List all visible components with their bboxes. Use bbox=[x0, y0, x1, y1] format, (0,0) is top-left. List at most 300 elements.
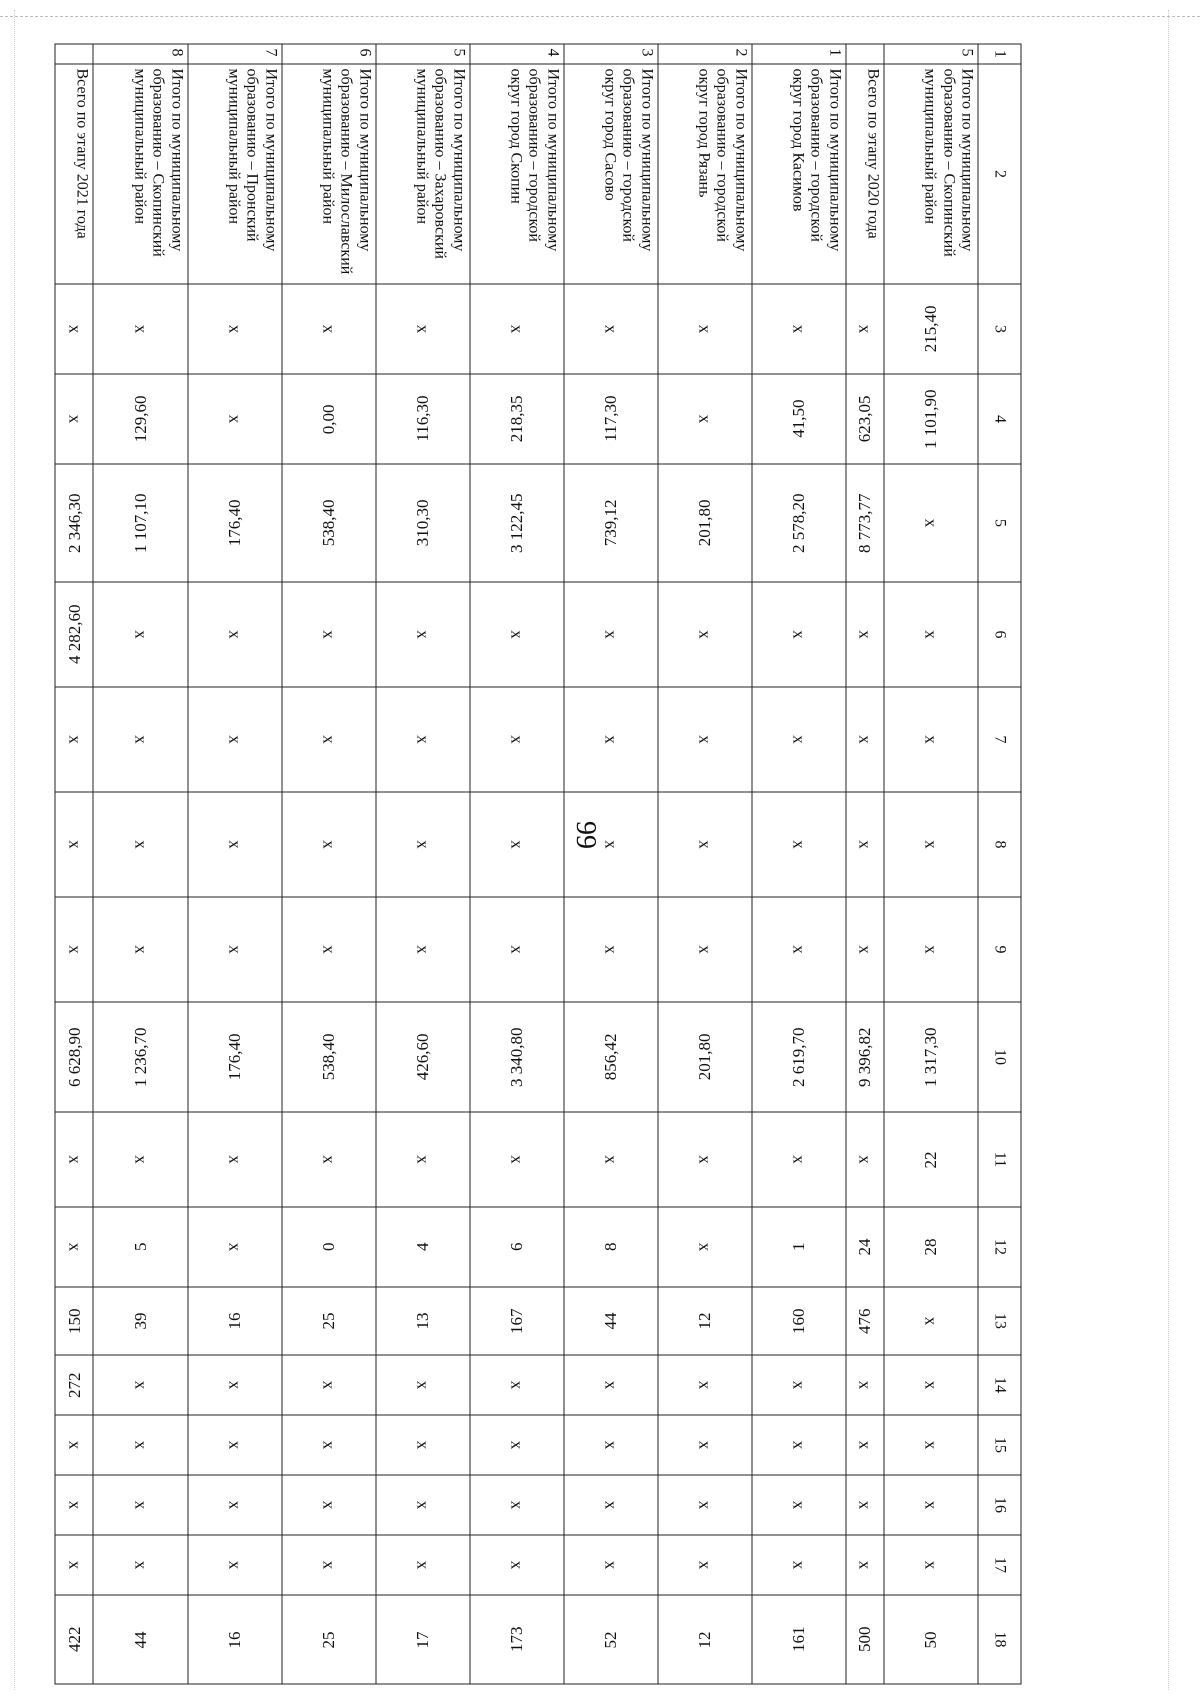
table-cell bbox=[282, 897, 376, 1002]
table-cell bbox=[846, 897, 884, 1002]
column-header: 6 bbox=[978, 582, 1021, 687]
table-cell bbox=[884, 1002, 978, 1112]
table-cell bbox=[658, 284, 752, 374]
row-name: Итого по муниципальному образованию – Скопинский муниципальный район bbox=[884, 64, 978, 284]
table-cell bbox=[188, 1355, 282, 1415]
row-number: 2 bbox=[658, 44, 752, 64]
cell-value: х bbox=[319, 1500, 339, 1510]
table-cell bbox=[55, 1112, 94, 1207]
table-cell bbox=[564, 1595, 658, 1684]
table-cell bbox=[752, 1287, 846, 1355]
cell-value: х bbox=[921, 840, 941, 849]
page-number: 99 bbox=[570, 821, 601, 849]
table-cell bbox=[884, 374, 978, 464]
row-name: Итого по муниципальному образованию – Захаровский муниципальный район bbox=[376, 64, 470, 284]
table-cell bbox=[752, 687, 846, 792]
table-cell bbox=[884, 687, 978, 792]
table-cell bbox=[658, 1415, 752, 1475]
table-cell bbox=[282, 1207, 376, 1287]
table-cell bbox=[884, 284, 978, 374]
table-cell bbox=[55, 897, 94, 1002]
table-cell bbox=[376, 1002, 470, 1112]
cell-value: х bbox=[413, 324, 433, 334]
cell-value: 50 bbox=[921, 1631, 941, 1648]
cell-value: х bbox=[921, 1440, 941, 1450]
table-cell bbox=[282, 1112, 376, 1207]
cell-value: 3 340,80 bbox=[506, 1027, 526, 1087]
scan-artifact bbox=[0, 16, 1200, 17]
cell-value: х bbox=[507, 630, 527, 639]
table-cell bbox=[470, 1535, 564, 1595]
cell-value: х bbox=[131, 1560, 151, 1570]
cell-value: х bbox=[131, 1155, 151, 1164]
table-cell bbox=[55, 582, 94, 687]
cell-value: х bbox=[855, 630, 875, 639]
table-cell bbox=[658, 1595, 752, 1684]
table-cell bbox=[564, 897, 658, 1002]
cell-value: х bbox=[413, 1500, 433, 1510]
table-cell bbox=[188, 1595, 282, 1684]
table-cell bbox=[282, 1475, 376, 1535]
table-cell bbox=[564, 1535, 658, 1595]
table-cell bbox=[282, 792, 376, 897]
table-cell bbox=[884, 1287, 978, 1355]
table-cell bbox=[376, 1207, 470, 1287]
cell-value: 9 396,82 bbox=[855, 1027, 875, 1087]
row-number: 4 bbox=[470, 44, 564, 64]
cell-value: 623,05 bbox=[855, 395, 875, 443]
cell-value: х bbox=[225, 414, 245, 424]
cell-value: 2 619,70 bbox=[788, 1027, 808, 1087]
table-cell bbox=[564, 582, 658, 687]
cell-value: 176,40 bbox=[224, 1033, 244, 1081]
column-header: 18 bbox=[978, 1595, 1021, 1684]
cell-value: х bbox=[855, 945, 875, 954]
table-cell bbox=[282, 284, 376, 374]
table-cell bbox=[564, 687, 658, 792]
column-header: 5 bbox=[978, 464, 1021, 582]
cell-value: х bbox=[131, 1440, 151, 1450]
row-name: Итого по муниципальному образованию – городской округ город Скопин bbox=[470, 64, 564, 284]
cell-value: х bbox=[921, 518, 941, 528]
table-cell bbox=[94, 284, 188, 374]
cell-value: х bbox=[601, 1500, 621, 1510]
column-header: 13 bbox=[978, 1287, 1021, 1355]
cell-value: х bbox=[507, 735, 527, 744]
table-cell bbox=[470, 1112, 564, 1207]
column-header: 12 bbox=[978, 1207, 1021, 1287]
column-header: 10 bbox=[978, 1002, 1021, 1112]
cell-value: х bbox=[131, 945, 151, 954]
cell-value: 310,30 bbox=[412, 499, 432, 547]
table-cell bbox=[884, 464, 978, 582]
table-cell bbox=[188, 1112, 282, 1207]
table-cell bbox=[846, 1207, 884, 1287]
row-name: Всего по этапу 2021 года bbox=[55, 64, 94, 284]
table-cell bbox=[376, 792, 470, 897]
table-cell bbox=[470, 1002, 564, 1112]
table-cell bbox=[94, 1287, 188, 1355]
cell-value: 0,00 bbox=[318, 404, 338, 434]
data-table bbox=[55, 44, 1022, 1685]
table-cell bbox=[846, 1475, 884, 1535]
table-cell bbox=[55, 1595, 94, 1684]
cell-value: х bbox=[319, 324, 339, 334]
cell-value: 28 bbox=[921, 1238, 941, 1256]
cell-value: х bbox=[695, 1155, 715, 1164]
table-cell bbox=[658, 1475, 752, 1535]
table-cell bbox=[282, 464, 376, 582]
row-name: Итого по муниципальному образованию – городской округ город Рязань bbox=[658, 64, 752, 284]
table-cell bbox=[846, 374, 884, 464]
cell-value: х bbox=[789, 1380, 809, 1390]
table-cell bbox=[658, 464, 752, 582]
cell-value: 160 bbox=[788, 1308, 808, 1334]
table-cell bbox=[376, 1355, 470, 1415]
table-cell bbox=[94, 1112, 188, 1207]
cell-value: 41,50 bbox=[788, 399, 808, 439]
table-cell bbox=[658, 582, 752, 687]
cell-value: 218,35 bbox=[506, 395, 526, 443]
table-row bbox=[94, 44, 188, 1684]
cell-value: 1 107,10 bbox=[130, 493, 150, 553]
table-cell bbox=[55, 284, 94, 374]
table-cell bbox=[188, 1207, 282, 1287]
cell-value: х bbox=[65, 1500, 85, 1510]
table-cell bbox=[884, 1355, 978, 1415]
table-cell bbox=[846, 1535, 884, 1595]
table-cell bbox=[564, 1207, 658, 1287]
row-name: Итого по муниципальному образованию – Пронский муниципальный район bbox=[188, 64, 282, 284]
table-cell bbox=[55, 1415, 94, 1475]
table-row bbox=[846, 44, 884, 1684]
cell-value: х bbox=[131, 1380, 151, 1390]
cell-value: х bbox=[695, 630, 715, 639]
table-cell bbox=[884, 1207, 978, 1287]
cell-value: х bbox=[789, 324, 809, 334]
row-number: 3 bbox=[564, 44, 658, 64]
table-row bbox=[282, 44, 376, 1684]
cell-value: х bbox=[601, 324, 621, 334]
table-cell bbox=[470, 1287, 564, 1355]
cell-value: 3 122,45 bbox=[506, 493, 526, 553]
table-cell bbox=[94, 582, 188, 687]
cell-value: х bbox=[855, 840, 875, 849]
cell-value: х bbox=[789, 1440, 809, 1450]
column-header: 11 bbox=[978, 1112, 1021, 1207]
cell-value: х bbox=[695, 1500, 715, 1510]
cell-value: 1 101,90 bbox=[921, 389, 941, 449]
table-cell bbox=[658, 1355, 752, 1415]
cell-value: х bbox=[507, 1500, 527, 1510]
table-cell bbox=[752, 897, 846, 1002]
cell-value: х bbox=[789, 630, 809, 639]
column-header: 16 bbox=[978, 1475, 1021, 1535]
row-name: Итого по муниципальному образованию – Скопинский муниципальный район bbox=[94, 64, 188, 284]
table-cell bbox=[188, 464, 282, 582]
cell-value: 13 bbox=[412, 1312, 432, 1330]
cell-value: 538,40 bbox=[318, 499, 338, 547]
cell-value: х bbox=[601, 840, 621, 849]
table-cell bbox=[470, 792, 564, 897]
row-name: Всего по этапу 2020 года bbox=[846, 64, 884, 284]
table-cell bbox=[376, 374, 470, 464]
cell-value: х bbox=[65, 1242, 85, 1252]
table-cell bbox=[752, 1002, 846, 1112]
table-cell bbox=[376, 1415, 470, 1475]
cell-value: х bbox=[855, 1155, 875, 1164]
cell-value: х bbox=[855, 1380, 875, 1390]
table-cell bbox=[752, 792, 846, 897]
table-cell bbox=[94, 1535, 188, 1595]
table-cell bbox=[564, 1355, 658, 1415]
table-cell bbox=[55, 1355, 94, 1415]
cell-value: х bbox=[413, 945, 433, 954]
table-cell bbox=[752, 1415, 846, 1475]
cell-value: 176,40 bbox=[224, 499, 244, 547]
header-row bbox=[978, 44, 1021, 1684]
cell-value: х bbox=[413, 1440, 433, 1450]
cell-value: х bbox=[789, 1560, 809, 1570]
column-header: 17 bbox=[978, 1535, 1021, 1595]
cell-value: х bbox=[319, 945, 339, 954]
table-cell bbox=[846, 1287, 884, 1355]
table-cell bbox=[846, 1595, 884, 1684]
cell-value: х bbox=[601, 1155, 621, 1164]
cell-value: 25 bbox=[318, 1631, 338, 1648]
table-cell bbox=[752, 464, 846, 582]
cell-value: х bbox=[65, 324, 85, 334]
table-row bbox=[884, 44, 978, 1684]
table-cell bbox=[564, 1002, 658, 1112]
table-cell bbox=[188, 582, 282, 687]
cell-value: х bbox=[921, 1500, 941, 1510]
cell-value: 272 bbox=[64, 1372, 84, 1398]
table-cell bbox=[884, 1415, 978, 1475]
table-cell bbox=[376, 687, 470, 792]
scan-artifact bbox=[14, 10, 16, 1690]
table-cell bbox=[658, 1002, 752, 1112]
cell-value: х bbox=[225, 630, 245, 639]
cell-value: х bbox=[695, 324, 715, 334]
row-name: Итого по муниципальному образованию – Милославский муниципальный район bbox=[282, 64, 376, 284]
table-cell bbox=[470, 374, 564, 464]
table-cell bbox=[884, 897, 978, 1002]
table-row bbox=[376, 44, 470, 1684]
table-cell bbox=[658, 1535, 752, 1595]
cell-value: х bbox=[225, 1380, 245, 1390]
cell-value: 201,80 bbox=[694, 1033, 714, 1081]
table-cell bbox=[564, 1415, 658, 1475]
cell-value: 16 bbox=[224, 1631, 244, 1648]
column-header: 4 bbox=[978, 374, 1021, 464]
cell-value: х bbox=[507, 1380, 527, 1390]
table-cell bbox=[376, 1595, 470, 1684]
cell-value: 0 bbox=[318, 1242, 338, 1252]
cell-value: 215,40 bbox=[921, 305, 941, 353]
cell-value: х bbox=[65, 1560, 85, 1570]
table-cell bbox=[752, 1595, 846, 1684]
row-number: 5 bbox=[376, 44, 470, 64]
column-header: 14 bbox=[978, 1355, 1021, 1415]
cell-value: 500 bbox=[855, 1626, 875, 1653]
cell-value: 12 bbox=[694, 1312, 714, 1330]
column-header: 15 bbox=[978, 1415, 1021, 1475]
cell-value: х bbox=[319, 1380, 339, 1390]
table-cell bbox=[470, 687, 564, 792]
cell-value: 1 317,30 bbox=[921, 1027, 941, 1087]
table-row bbox=[564, 44, 658, 1684]
cell-value: х bbox=[225, 1155, 245, 1164]
cell-value: 16 bbox=[224, 1312, 244, 1330]
table-cell bbox=[282, 687, 376, 792]
cell-value: 44 bbox=[130, 1631, 150, 1648]
table-cell bbox=[752, 1355, 846, 1415]
cell-value: х bbox=[921, 1380, 941, 1390]
cell-value: х bbox=[789, 1500, 809, 1510]
column-header: 1 bbox=[978, 44, 1021, 64]
table-cell bbox=[282, 1287, 376, 1355]
column-header: 8 bbox=[978, 792, 1021, 897]
cell-value: х bbox=[225, 735, 245, 744]
table-cell bbox=[564, 374, 658, 464]
table-cell bbox=[55, 1287, 94, 1355]
row-number: 8 bbox=[94, 44, 188, 64]
cell-value: 24 bbox=[855, 1238, 875, 1256]
cell-value: 8 bbox=[600, 1242, 620, 1252]
table-cell bbox=[94, 687, 188, 792]
cell-value: х bbox=[319, 1560, 339, 1570]
cell-value: 476 bbox=[855, 1308, 875, 1334]
cell-value: х bbox=[65, 945, 85, 954]
table-cell bbox=[188, 897, 282, 1002]
table-cell bbox=[846, 1002, 884, 1112]
cell-value: х bbox=[789, 735, 809, 744]
cell-value: х bbox=[413, 735, 433, 744]
table-cell bbox=[55, 1207, 94, 1287]
table-cell bbox=[884, 792, 978, 897]
cell-value: х bbox=[225, 1242, 245, 1252]
cell-value: х bbox=[319, 1155, 339, 1164]
table-cell bbox=[94, 897, 188, 1002]
row-number: 7 bbox=[188, 44, 282, 64]
cell-value: 1 236,70 bbox=[130, 1027, 150, 1087]
cell-value: 25 bbox=[318, 1312, 338, 1330]
table-cell bbox=[846, 464, 884, 582]
cell-value: х bbox=[855, 1500, 875, 1510]
cell-value: 6 bbox=[506, 1242, 526, 1252]
cell-value: 5 bbox=[130, 1242, 150, 1252]
column-header: 2 bbox=[978, 64, 1021, 284]
table-cell bbox=[282, 1535, 376, 1595]
table-cell bbox=[470, 1475, 564, 1535]
table-cell bbox=[470, 582, 564, 687]
table-cell bbox=[470, 1415, 564, 1475]
cell-value: х bbox=[855, 1560, 875, 1570]
table-cell bbox=[376, 284, 470, 374]
column-header: 9 bbox=[978, 897, 1021, 1002]
table-cell bbox=[752, 374, 846, 464]
cell-value: х bbox=[225, 324, 245, 334]
cell-value: х bbox=[921, 1560, 941, 1570]
table-cell bbox=[752, 1112, 846, 1207]
table-cell bbox=[470, 1595, 564, 1684]
table-cell bbox=[470, 1355, 564, 1415]
cell-value: х bbox=[131, 1500, 151, 1510]
table-cell bbox=[470, 1207, 564, 1287]
table-cell bbox=[658, 897, 752, 1002]
table-cell bbox=[884, 1475, 978, 1535]
cell-value: х bbox=[789, 840, 809, 849]
row-name: Итого по муниципальному образованию – городской округ город Касимов bbox=[752, 64, 846, 284]
table-cell bbox=[846, 1355, 884, 1415]
cell-value: х bbox=[319, 735, 339, 744]
table-cell bbox=[94, 1595, 188, 1684]
table-cell bbox=[658, 1207, 752, 1287]
table-row bbox=[55, 44, 94, 1684]
table-cell bbox=[376, 464, 470, 582]
cell-value: х bbox=[601, 735, 621, 744]
table-row bbox=[470, 44, 564, 1684]
table-cell bbox=[846, 687, 884, 792]
cell-value: х bbox=[131, 840, 151, 849]
table-cell bbox=[752, 582, 846, 687]
cell-value: х bbox=[695, 414, 715, 424]
cell-value: х bbox=[319, 630, 339, 639]
table-cell bbox=[376, 1475, 470, 1535]
table-cell bbox=[94, 1207, 188, 1287]
cell-value: х bbox=[131, 630, 151, 639]
table-row bbox=[658, 44, 752, 1684]
table-cell bbox=[94, 464, 188, 582]
row-number bbox=[846, 44, 884, 64]
row-number: 1 bbox=[752, 44, 846, 64]
table-cell bbox=[282, 1415, 376, 1475]
table-cell bbox=[884, 1112, 978, 1207]
table-cell bbox=[658, 374, 752, 464]
table-cell bbox=[884, 1535, 978, 1595]
table-cell bbox=[564, 1475, 658, 1535]
scan-artifact bbox=[1168, 10, 1170, 1690]
cell-value: х bbox=[507, 840, 527, 849]
table-cell bbox=[884, 582, 978, 687]
cell-value: 4 282,60 bbox=[64, 604, 84, 665]
cell-value: х bbox=[601, 1560, 621, 1570]
cell-value: х bbox=[921, 630, 941, 639]
cell-value: 1 bbox=[788, 1242, 808, 1252]
cell-value: х bbox=[507, 1440, 527, 1450]
cell-value: 856,42 bbox=[600, 1033, 620, 1081]
table-cell bbox=[564, 1112, 658, 1207]
cell-value: х bbox=[601, 1440, 621, 1450]
table-cell bbox=[282, 1355, 376, 1415]
table-cell bbox=[658, 792, 752, 897]
cell-value: х bbox=[413, 840, 433, 849]
cell-value: х bbox=[225, 945, 245, 954]
cell-value: 2 346,30 bbox=[64, 493, 84, 553]
table-cell bbox=[55, 792, 94, 897]
cell-value: х bbox=[65, 840, 85, 849]
cell-value: х bbox=[225, 1560, 245, 1570]
table-cell bbox=[55, 374, 94, 464]
cell-value: 4 bbox=[412, 1242, 432, 1252]
row-number: 5 bbox=[884, 44, 978, 64]
table-cell bbox=[884, 1595, 978, 1684]
table-cell bbox=[376, 1112, 470, 1207]
cell-value: 201,80 bbox=[694, 499, 714, 547]
cell-value: 150 bbox=[64, 1308, 84, 1334]
table-cell bbox=[188, 792, 282, 897]
